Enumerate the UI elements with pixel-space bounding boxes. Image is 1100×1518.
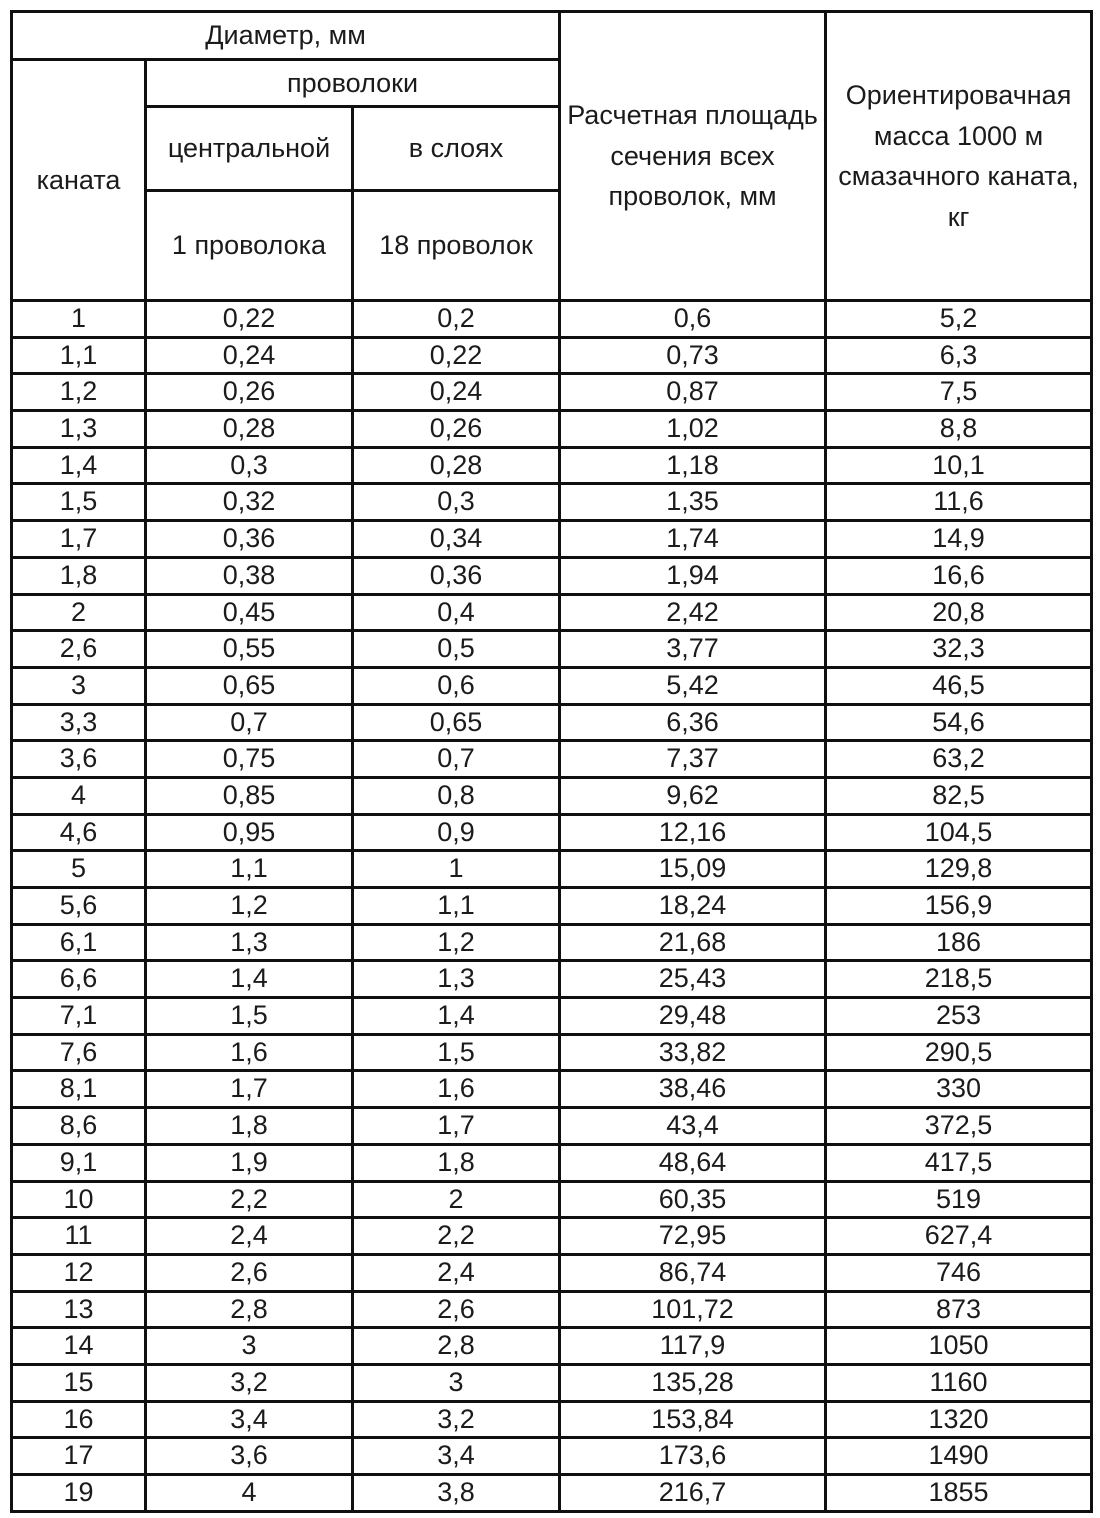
table-row bbox=[12, 484, 1092, 521]
table-cell: 0,5 bbox=[353, 631, 560, 668]
table-cell: 2,42 bbox=[560, 594, 826, 631]
table-cell: 1,3 bbox=[353, 961, 560, 998]
table-cell: 7,37 bbox=[560, 741, 826, 778]
table-cell: 3 bbox=[12, 667, 146, 704]
table-cell: 6,36 bbox=[560, 704, 826, 741]
table-cell: 2,4 bbox=[353, 1254, 560, 1291]
table-cell: 1,7 bbox=[353, 1108, 560, 1145]
table-cell: 0,65 bbox=[146, 667, 353, 704]
table-row bbox=[12, 1254, 1092, 1291]
table-row bbox=[12, 521, 1092, 558]
table-cell: 15 bbox=[12, 1364, 146, 1401]
table-cell: 1,94 bbox=[560, 557, 826, 594]
table-cell: 0,36 bbox=[353, 557, 560, 594]
table-cell: 9,1 bbox=[12, 1144, 146, 1181]
table-cell: 8,6 bbox=[12, 1108, 146, 1145]
table-cell: 1,2 bbox=[12, 374, 146, 411]
table-cell: 7,5 bbox=[826, 374, 1092, 411]
table-cell: 4,6 bbox=[12, 814, 146, 851]
table-cell: 29,48 bbox=[560, 998, 826, 1035]
header-layer-wires-count: 18 проволок bbox=[353, 191, 560, 301]
header-layer-wires: в слоях bbox=[353, 107, 560, 191]
table-cell: 4 bbox=[146, 1475, 353, 1512]
table-cell: 7,1 bbox=[12, 998, 146, 1035]
table-cell: 1,7 bbox=[12, 521, 146, 558]
table-cell: 46,5 bbox=[826, 667, 1092, 704]
table-cell: 72,95 bbox=[560, 1218, 826, 1255]
table-cell: 48,64 bbox=[560, 1144, 826, 1181]
table-cell: 11 bbox=[12, 1218, 146, 1255]
table-cell: 4 bbox=[12, 777, 146, 814]
header-row-diameter bbox=[12, 12, 1092, 60]
table-cell: 0,4 bbox=[353, 594, 560, 631]
table-cell: 0,34 bbox=[353, 521, 560, 558]
table-row bbox=[12, 1218, 1092, 1255]
table-cell: 1,1 bbox=[353, 888, 560, 925]
header-rope: каната bbox=[12, 59, 146, 301]
table-cell: 1 bbox=[12, 301, 146, 338]
table-cell: 0,95 bbox=[146, 814, 353, 851]
table-row bbox=[12, 777, 1092, 814]
table-row bbox=[12, 667, 1092, 704]
table-cell: 746 bbox=[826, 1254, 1092, 1291]
table-cell: 218,5 bbox=[826, 961, 1092, 998]
table-cell: 0,26 bbox=[146, 374, 353, 411]
table-cell: 0,22 bbox=[353, 337, 560, 374]
table-cell: 0,38 bbox=[146, 557, 353, 594]
table-cell: 253 bbox=[826, 998, 1092, 1035]
table-cell: 43,4 bbox=[560, 1108, 826, 1145]
table-cell: 15,09 bbox=[560, 851, 826, 888]
table-cell: 9,62 bbox=[560, 777, 826, 814]
table-row bbox=[12, 814, 1092, 851]
table-cell: 0,28 bbox=[146, 411, 353, 448]
table-cell: 0,55 bbox=[146, 631, 353, 668]
table-cell: 1,6 bbox=[146, 1034, 353, 1071]
table-cell: 519 bbox=[826, 1181, 1092, 1218]
table-cell: 1855 bbox=[826, 1475, 1092, 1512]
table-cell: 1,18 bbox=[560, 447, 826, 484]
table-row bbox=[12, 888, 1092, 925]
table-cell: 3 bbox=[353, 1364, 560, 1401]
table-cell: 1,9 bbox=[146, 1144, 353, 1181]
table-cell: 2 bbox=[353, 1181, 560, 1218]
table-cell: 1,8 bbox=[353, 1144, 560, 1181]
table-cell: 1,2 bbox=[146, 888, 353, 925]
table-cell: 3,3 bbox=[12, 704, 146, 741]
table-cell: 2,8 bbox=[146, 1291, 353, 1328]
table-cell: 14 bbox=[12, 1328, 146, 1365]
table-cell: 6,6 bbox=[12, 961, 146, 998]
table-cell: 5,42 bbox=[560, 667, 826, 704]
header-central-wire: центральной bbox=[146, 107, 353, 191]
table-cell: 104,5 bbox=[826, 814, 1092, 851]
table-row bbox=[12, 337, 1092, 374]
table-cell: 54,6 bbox=[826, 704, 1092, 741]
table-cell: 2,2 bbox=[353, 1218, 560, 1255]
table-row bbox=[12, 411, 1092, 448]
table-cell: 86,74 bbox=[560, 1254, 826, 1291]
table-cell: 0,85 bbox=[146, 777, 353, 814]
table-cell: 0,6 bbox=[560, 301, 826, 338]
table-cell: 12,16 bbox=[560, 814, 826, 851]
table-cell: 2 bbox=[12, 594, 146, 631]
table-cell: 33,82 bbox=[560, 1034, 826, 1071]
table-row bbox=[12, 1291, 1092, 1328]
table-cell: 1,2 bbox=[353, 924, 560, 961]
table-cell: 117,9 bbox=[560, 1328, 826, 1365]
table-cell: 3,6 bbox=[146, 1438, 353, 1475]
table-row bbox=[12, 1144, 1092, 1181]
table-cell: 1050 bbox=[826, 1328, 1092, 1365]
table-cell: 16,6 bbox=[826, 557, 1092, 594]
table-cell: 216,7 bbox=[560, 1475, 826, 1512]
table-cell: 25,43 bbox=[560, 961, 826, 998]
table-cell: 0,3 bbox=[146, 447, 353, 484]
table-cell: 8,1 bbox=[12, 1071, 146, 1108]
table-cell: 1,6 bbox=[353, 1071, 560, 1108]
table-cell: 0,2 bbox=[353, 301, 560, 338]
table-cell: 19 bbox=[12, 1475, 146, 1512]
table-cell: 0,73 bbox=[560, 337, 826, 374]
table-cell: 3,2 bbox=[353, 1401, 560, 1438]
table-cell: 290,5 bbox=[826, 1034, 1092, 1071]
table-cell: 17 bbox=[12, 1438, 146, 1475]
table-row bbox=[12, 851, 1092, 888]
table-row bbox=[12, 557, 1092, 594]
table-body bbox=[12, 301, 1092, 1512]
table-row bbox=[12, 1401, 1092, 1438]
table-cell: 82,5 bbox=[826, 777, 1092, 814]
table-cell: 5 bbox=[12, 851, 146, 888]
table-cell: 2,6 bbox=[146, 1254, 353, 1291]
table-cell: 0,26 bbox=[353, 411, 560, 448]
table-cell: 2,8 bbox=[353, 1328, 560, 1365]
table-cell: 12 bbox=[12, 1254, 146, 1291]
rope-wire-diameter-table bbox=[10, 10, 1093, 1513]
table-cell: 1,3 bbox=[146, 924, 353, 961]
table-cell: 1,1 bbox=[12, 337, 146, 374]
table-cell: 3,4 bbox=[146, 1401, 353, 1438]
header-diameter-group: Диаметр, мм bbox=[12, 12, 560, 60]
table-row bbox=[12, 1034, 1092, 1071]
table-row bbox=[12, 594, 1092, 631]
table-cell: 1,5 bbox=[146, 998, 353, 1035]
table-row bbox=[12, 1364, 1092, 1401]
table-cell: 0,3 bbox=[353, 484, 560, 521]
table-cell: 0,7 bbox=[146, 704, 353, 741]
table-cell: 10,1 bbox=[826, 447, 1092, 484]
table-cell: 13 bbox=[12, 1291, 146, 1328]
table-cell: 11,6 bbox=[826, 484, 1092, 521]
table-row bbox=[12, 301, 1092, 338]
table-cell: 0,6 bbox=[353, 667, 560, 704]
table-cell: 7,6 bbox=[12, 1034, 146, 1071]
table-cell: 417,5 bbox=[826, 1144, 1092, 1181]
table-cell: 14,9 bbox=[826, 521, 1092, 558]
table-cell: 101,72 bbox=[560, 1291, 826, 1328]
table-cell: 6,3 bbox=[826, 337, 1092, 374]
table-cell: 18,24 bbox=[560, 888, 826, 925]
table-cell: 3,77 bbox=[560, 631, 826, 668]
table-cell: 1,5 bbox=[12, 484, 146, 521]
table-cell: 3,4 bbox=[353, 1438, 560, 1475]
table-cell: 0,9 bbox=[353, 814, 560, 851]
table-cell: 0,7 bbox=[353, 741, 560, 778]
table-row bbox=[12, 1438, 1092, 1475]
table-cell: 0,24 bbox=[353, 374, 560, 411]
table-cell: 3,8 bbox=[353, 1475, 560, 1512]
table-cell: 0,45 bbox=[146, 594, 353, 631]
table-cell: 873 bbox=[826, 1291, 1092, 1328]
table-row bbox=[12, 924, 1092, 961]
table-cell: 0,87 bbox=[560, 374, 826, 411]
table-cell: 173,6 bbox=[560, 1438, 826, 1475]
table-row bbox=[12, 1475, 1092, 1512]
header-central-wire-count: 1 проволока bbox=[146, 191, 353, 301]
table-cell: 186 bbox=[826, 924, 1092, 961]
header-approx-mass: Ориентировачная масса 1000 м смазачного каната, кг bbox=[826, 12, 1092, 301]
table-cell: 60,35 bbox=[560, 1181, 826, 1218]
header-wires-group: проволоки bbox=[146, 59, 560, 107]
table-cell: 3,2 bbox=[146, 1364, 353, 1401]
table-cell: 16 bbox=[12, 1401, 146, 1438]
table-cell: 1,02 bbox=[560, 411, 826, 448]
table-cell: 5,6 bbox=[12, 888, 146, 925]
table-cell: 32,3 bbox=[826, 631, 1092, 668]
table-cell: 1,5 bbox=[353, 1034, 560, 1071]
table-cell: 1,4 bbox=[146, 961, 353, 998]
table-cell: 1,3 bbox=[12, 411, 146, 448]
table-cell: 0,24 bbox=[146, 337, 353, 374]
table-cell: 1,8 bbox=[146, 1108, 353, 1145]
table-cell: 129,8 bbox=[826, 851, 1092, 888]
table-cell: 372,5 bbox=[826, 1108, 1092, 1145]
table-row bbox=[12, 1328, 1092, 1365]
table-cell: 0,75 bbox=[146, 741, 353, 778]
table-row bbox=[12, 374, 1092, 411]
table-cell: 1320 bbox=[826, 1401, 1092, 1438]
table-row bbox=[12, 998, 1092, 1035]
table-cell: 1,4 bbox=[353, 998, 560, 1035]
table-cell: 135,28 bbox=[560, 1364, 826, 1401]
table-cell: 0,32 bbox=[146, 484, 353, 521]
table-cell: 21,68 bbox=[560, 924, 826, 961]
table-header bbox=[12, 12, 1092, 301]
table-cell: 38,46 bbox=[560, 1071, 826, 1108]
table-cell: 3,6 bbox=[12, 741, 146, 778]
header-cross-section-area: Расчетная площадь сечения всех проволок, мм bbox=[560, 12, 826, 301]
table-cell: 1 bbox=[353, 851, 560, 888]
table-cell: 63,2 bbox=[826, 741, 1092, 778]
table-cell: 1,35 bbox=[560, 484, 826, 521]
table-cell: 627,4 bbox=[826, 1218, 1092, 1255]
table-cell: 330 bbox=[826, 1071, 1092, 1108]
table-cell: 0,8 bbox=[353, 777, 560, 814]
table-cell: 0,36 bbox=[146, 521, 353, 558]
table-row bbox=[12, 704, 1092, 741]
table-cell: 1,7 bbox=[146, 1071, 353, 1108]
table-row bbox=[12, 1071, 1092, 1108]
table-cell: 2,6 bbox=[353, 1291, 560, 1328]
table-cell: 3 bbox=[146, 1328, 353, 1365]
table-cell: 10 bbox=[12, 1181, 146, 1218]
table-cell: 2,2 bbox=[146, 1181, 353, 1218]
table-cell: 156,9 bbox=[826, 888, 1092, 925]
table-cell: 1490 bbox=[826, 1438, 1092, 1475]
table-cell: 1,8 bbox=[12, 557, 146, 594]
table-row bbox=[12, 447, 1092, 484]
table-row bbox=[12, 741, 1092, 778]
table-cell: 5,2 bbox=[826, 301, 1092, 338]
table-cell: 0,65 bbox=[353, 704, 560, 741]
table-cell: 153,84 bbox=[560, 1401, 826, 1438]
table-row bbox=[12, 961, 1092, 998]
table-row bbox=[12, 631, 1092, 668]
table-cell: 20,8 bbox=[826, 594, 1092, 631]
table-cell: 1,74 bbox=[560, 521, 826, 558]
table-cell: 8,8 bbox=[826, 411, 1092, 448]
table-row bbox=[12, 1108, 1092, 1145]
table-cell: 2,6 bbox=[12, 631, 146, 668]
table-cell: 0,28 bbox=[353, 447, 560, 484]
table-cell: 6,1 bbox=[12, 924, 146, 961]
table-cell: 1160 bbox=[826, 1364, 1092, 1401]
table-cell: 1,1 bbox=[146, 851, 353, 888]
table-row bbox=[12, 1181, 1092, 1218]
table-cell: 1,4 bbox=[12, 447, 146, 484]
table-cell: 2,4 bbox=[146, 1218, 353, 1255]
table-cell: 0,22 bbox=[146, 301, 353, 338]
